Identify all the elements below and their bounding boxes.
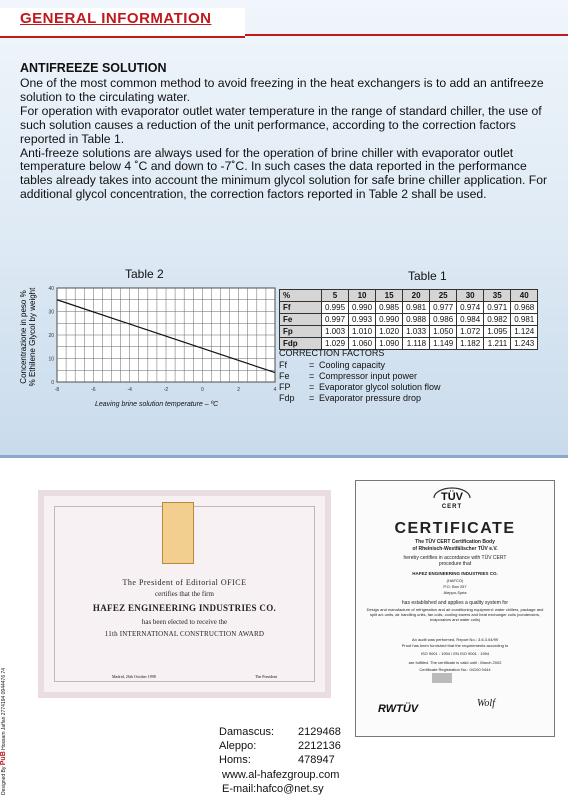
chart-xlabel: Leaving brine solution temperature – ºC bbox=[95, 401, 219, 408]
legend-desc: Compressor input power bbox=[319, 371, 418, 381]
header-rule bbox=[245, 34, 568, 36]
cert-body-4: procedure that bbox=[438, 561, 472, 567]
designer-logo: PuB bbox=[0, 751, 7, 766]
body-text bbox=[20, 77, 552, 202]
table-cell: 0.977 bbox=[430, 302, 457, 314]
contact-row bbox=[219, 739, 341, 753]
award-signature: The President bbox=[255, 674, 278, 679]
cert-established: has established and applies a quality system for bbox=[401, 600, 509, 606]
correction-header: CORRECTION FACTORS bbox=[279, 348, 385, 358]
award-company: HAFEZ ENGINEERING INDUSTRIES CO. bbox=[92, 603, 277, 613]
table-cell: 1.060 bbox=[349, 338, 376, 350]
email-link[interactable]: E-mail:hafco@net.sy bbox=[222, 783, 324, 795]
trophy-image bbox=[162, 502, 194, 564]
table-cell: 0.984 bbox=[457, 314, 484, 326]
website-link[interactable]: www.al-hafezgroup.com bbox=[222, 769, 340, 781]
tuv-logo-word: TÜV bbox=[441, 491, 463, 503]
table-cell: 0.993 bbox=[349, 314, 376, 326]
table-cell: 1.149 bbox=[430, 338, 457, 350]
table-column-header: 30 bbox=[457, 290, 484, 302]
cert-iso: ISO 9001 : 1994 / EN ISO 9001 : 1994 bbox=[420, 651, 490, 656]
correction-legend bbox=[279, 348, 441, 404]
table-cell: 1.095 bbox=[484, 326, 511, 338]
page-title: GENERAL INFORMATION bbox=[20, 10, 212, 27]
section-divider bbox=[0, 455, 568, 458]
table-cell: 0.971 bbox=[484, 302, 511, 314]
table-cell: 1.072 bbox=[457, 326, 484, 338]
legend-eq: = bbox=[309, 382, 315, 392]
table-column-header: 10 bbox=[349, 290, 376, 302]
table-cell: 1.211 bbox=[484, 338, 511, 350]
legend-row bbox=[279, 393, 441, 404]
contact-city: Aleppo: bbox=[219, 740, 257, 752]
cert-proof: Proof has been furnished that the requirements according to bbox=[401, 643, 509, 648]
legend-eq: = bbox=[309, 393, 315, 403]
table-cell: 0.988 bbox=[403, 314, 430, 326]
x-tick-label: -8 bbox=[54, 387, 60, 393]
award-line-4: has been elected to receive the bbox=[141, 618, 228, 626]
paragraph-3: Anti-freeze solutions are always used for the operation of brine chiller with evaporator outlet temperature below 4 ˚C and down to -7˚C. In such cases the data reported in the performance tables already takes into account the minimum glycol solution for safe brine chiller application. For additional glycol concentration, the correction factors reported in Table 2 shall be used. bbox=[20, 145, 548, 202]
section-title: ANTIFREEZE SOLUTION bbox=[20, 61, 167, 75]
table-cell: 0.982 bbox=[484, 314, 511, 326]
x-tick-label: -6 bbox=[91, 387, 96, 393]
contact-number: 2212136 bbox=[298, 740, 341, 752]
contact-row bbox=[219, 725, 341, 739]
legend-eq: = bbox=[309, 371, 315, 381]
correction-table bbox=[279, 289, 538, 350]
chart-ylabel-2: % Ethilene Glycol by weight bbox=[28, 287, 37, 387]
tuv-logo-sub: CERT bbox=[441, 504, 463, 510]
award-line-1: The President of Editorial OFICE bbox=[122, 578, 247, 587]
table-cell: 1.243 bbox=[511, 338, 538, 350]
table-cell: 0.985 bbox=[376, 302, 403, 314]
y-tick-label: 0 bbox=[51, 380, 54, 386]
table-cell: 0.986 bbox=[430, 314, 457, 326]
award-date: Madrid, 26th October 1998 bbox=[112, 674, 156, 679]
x-tick-label: -4 bbox=[127, 387, 132, 393]
legend-key: Fdp bbox=[279, 393, 295, 403]
legend-row bbox=[279, 360, 441, 371]
table-header-row bbox=[280, 290, 538, 302]
table1-title: Table 1 bbox=[408, 269, 447, 283]
award-line-5: 11th INTERNATIONAL CONSTRUCTION AWARD bbox=[104, 630, 265, 638]
legend-key: Ff bbox=[279, 360, 287, 370]
cert-signature: Wolf bbox=[477, 698, 495, 709]
table-column-header: 35 bbox=[484, 290, 511, 302]
paragraph-2: For operation with evaporator outlet water temperature in the range of standard chiller, the use of such solution causes a reduction of the unit performance, according to the correction factors reported in Table 1. bbox=[20, 103, 542, 146]
table-cell: 1.118 bbox=[403, 338, 430, 350]
cert-abbr: (HAFCO) bbox=[446, 578, 464, 583]
contact-city: Homs: bbox=[219, 754, 251, 766]
table-column-header: 25 bbox=[430, 290, 457, 302]
y-tick-label: 40 bbox=[48, 286, 54, 292]
x-tick-label: 0 bbox=[200, 387, 204, 393]
legend-eq: = bbox=[309, 360, 315, 370]
contact-number: 478947 bbox=[298, 754, 335, 766]
table-cell: 1.029 bbox=[322, 338, 349, 350]
legend-key: FP bbox=[279, 382, 291, 392]
credit-prefix: Designed By bbox=[1, 766, 7, 795]
table-cell: 0.995 bbox=[322, 302, 349, 314]
table-row-label: Ff bbox=[280, 302, 322, 314]
legend-desc: Evaporator glycol solution flow bbox=[319, 382, 441, 392]
table-cell: 1.050 bbox=[430, 326, 457, 338]
legend-row bbox=[279, 371, 441, 382]
table-cell: 1.033 bbox=[403, 326, 430, 338]
table-row-label: Fp bbox=[280, 326, 322, 338]
cert-pobox: P.O. Box 257 bbox=[443, 584, 467, 589]
legend-row bbox=[279, 382, 441, 393]
table-cell: 1.020 bbox=[376, 326, 403, 338]
table-cell: 0.981 bbox=[403, 302, 430, 314]
table-corner-header: % bbox=[280, 290, 322, 302]
x-tick-label: 2 bbox=[237, 387, 241, 393]
table-cell: 0.974 bbox=[457, 302, 484, 314]
table-cell: 1.010 bbox=[349, 326, 376, 338]
cert-regno: Certificate Registration No.: 04100 0444 bbox=[419, 667, 491, 672]
chart-ylabel-1: Concentrazione in peso % bbox=[19, 290, 28, 384]
table-cell: 1.124 bbox=[511, 326, 538, 338]
table-cell: 1.003 bbox=[322, 326, 349, 338]
table-cell: 0.968 bbox=[511, 302, 538, 314]
table-row-label: Fdp bbox=[280, 338, 322, 350]
x-tick-label: 4 bbox=[273, 387, 277, 393]
table2-title: Table 2 bbox=[125, 267, 164, 281]
table-column-header: 5 bbox=[322, 290, 349, 302]
cert-body-3: hereby certifies in accordance with TÜV CERT bbox=[403, 555, 507, 561]
glycol-chart bbox=[15, 282, 285, 400]
table-row bbox=[280, 314, 538, 326]
y-tick-label: 30 bbox=[48, 309, 54, 316]
cert-company: HAFEZ ENGINEERING INDUSTRIES CO. bbox=[412, 571, 498, 576]
table-cell: 0.997 bbox=[322, 314, 349, 326]
table-cell: 1.090 bbox=[376, 338, 403, 350]
y-tick-label: 10 bbox=[48, 356, 54, 363]
paragraph-1: One of the most common method to avoid freezing in the heat exchangers is to add an antifreeze solution to the circulating water. bbox=[20, 76, 544, 104]
table-cell: 0.981 bbox=[511, 314, 538, 326]
legend-desc: Cooling capacity bbox=[319, 360, 386, 370]
table-cell: 0.990 bbox=[349, 302, 376, 314]
credit-rest: Hossam Jaffan 2774194 0944476 74 bbox=[1, 667, 7, 750]
cert-audit: An audit was performed, Report No.: 3.6.3.04/99 bbox=[411, 637, 499, 642]
table-row bbox=[280, 326, 538, 338]
rwtuv-logo: RWTÜV bbox=[378, 703, 419, 715]
contact-city: Damascus: bbox=[219, 726, 275, 738]
contact-number: 2129468 bbox=[298, 726, 341, 738]
legend-desc: Evaporator pressure drop bbox=[319, 393, 422, 403]
y-tick-label: 20 bbox=[48, 333, 54, 339]
cert-body-1: The TÜV CERT Certification Body bbox=[415, 539, 495, 545]
award-line-2: certifies that the firm bbox=[155, 590, 214, 598]
designer-credit bbox=[0, 668, 7, 795]
table-cell: 0.990 bbox=[376, 314, 403, 326]
cert-city: Aleppo-Syria bbox=[443, 590, 467, 595]
table-cell: 1.182 bbox=[457, 338, 484, 350]
table-row-label: Fe bbox=[280, 314, 322, 326]
contact-block bbox=[219, 725, 341, 767]
table-column-header: 20 bbox=[403, 290, 430, 302]
table-column-header: 15 bbox=[376, 290, 403, 302]
table-column-header: 40 bbox=[511, 290, 538, 302]
x-tick-label: -2 bbox=[163, 387, 169, 393]
contact-row bbox=[219, 753, 341, 767]
certificate-title: CERTIFICATE bbox=[394, 520, 516, 537]
cert-stamp-icon bbox=[432, 673, 452, 683]
legend-key: Fe bbox=[279, 371, 290, 381]
table-row bbox=[280, 302, 538, 314]
cert-body-2: of Rheinisch-Westfälischer TÜV e.V. bbox=[412, 546, 498, 552]
cert-scope: Design and manufacture of refrigeration and air conditioning equipment: water chillers, package and split a/c units, air handling units, fan coils, cooling towers and heat exchanger coils (condensers, evaporators and water coils) bbox=[366, 607, 544, 622]
cert-valid: are fulfilled. The certificate is valid until : March 2002 bbox=[408, 660, 502, 665]
